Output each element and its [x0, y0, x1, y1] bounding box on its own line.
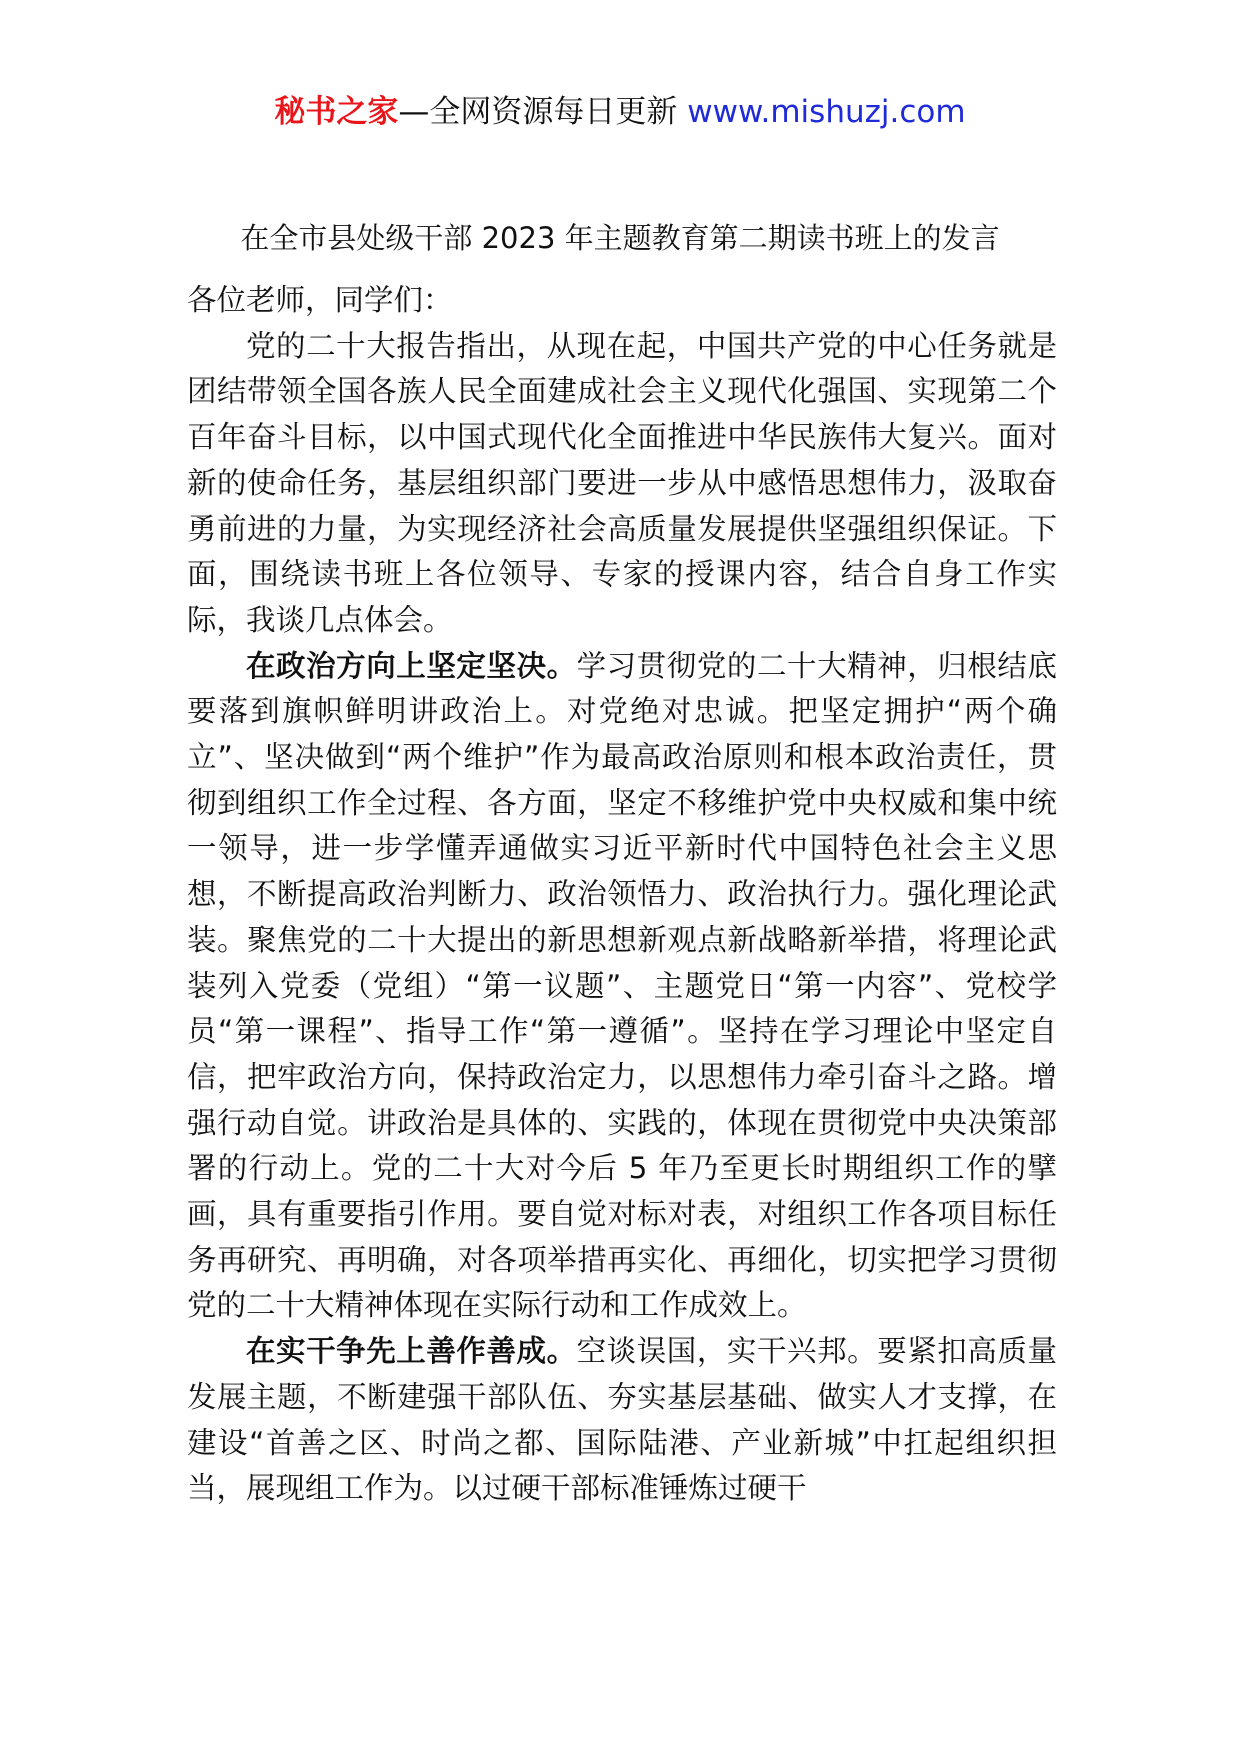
- site-brand: 秘书之家: [274, 94, 399, 130]
- site-tagline: —全网资源每日更新: [398, 94, 688, 130]
- site-header: [0, 92, 1240, 132]
- section-paragraph-political-direction: [187, 644, 1057, 1330]
- document-title: 在全市县处级干部 2023 年主题教育第二期读书班上的发言: [240, 221, 1000, 255]
- document-body: [187, 278, 1057, 1512]
- section-text-political-direction: 学习贯彻党的二十大精神，归根结底要落到旗帜鲜明讲政治上。对党绝对忠诚。把坚定拥护“两个确立”、坚决做到“两个维护”作为最高政治原则和根本政治责任，贯彻到组织工作全过程、各方面，坚定不移维护党中央权威和集中统一领导，进一步学懂弄通做实习近平新时代中国特色社会主义思想，不断提高政治判断力、政治领悟力、政治执行力。强化理论武装。聚焦党的二十大提出的新思想新观点新战略新举措，将理论武装列入党委（党组）“第一议题”、主题党日“第一内容”、党校学员“第一课程”、指导工作“第一遵循”。坚持在学习理论中坚定自信，把牢政治方向，保持政治定力，以思想伟力牵引奋斗之路。增强行动自觉。讲政治是具体的、实践的，体现在贯彻党中央决策部署的行动上。党的二十大对今后 5 年乃至更长时期组织工作的擘画，具有重要指引作用。要自觉对标对表，对组织工作各项目标任务再研究、再明确，对各项举措再实化、再细化，切实把学习贯彻党的二十大精神体现在实际行动和工作成效上。: [187, 648, 1057, 1323]
- section-heading-hard-work: 在实干争先上善作善成。: [246, 1334, 577, 1369]
- site-url-link[interactable]: www.mishuzj.com: [687, 94, 966, 130]
- section-text-hard-work: 空谈误国，实干兴邦。要紧扣高质量发展主题，不断建强干部队伍、夯实基层基础、做实人才支撑，在建设“首善之区、时尚之都、国际陆港、产业新城”中扛起组织担当，展现组工作为。以过硬干部标准锤炼过硬干: [187, 1334, 1057, 1506]
- salutation: 各位老师，同学们：: [187, 283, 453, 317]
- section-paragraph-hard-work: [187, 1329, 1057, 1512]
- intro-paragraph: 党的二十大报告指出，从现在起，中国共产党的中心任务就是团结带领全国各族人民全面建成社会主义现代化强国、实现第二个百年奋斗目标，以中国式现代化全面推进中华民族伟大复兴。面对新的使命任务，基层组织部门要进一步从中感悟思想伟力，汲取奋勇前进的力量，为实现经济社会高质量发展提供坚强组织保证。下面，围绕读书班上各位领导、专家的授课内容，结合自身工作实际，我谈几点体会。: [187, 328, 1057, 637]
- section-heading-political-direction: 在政治方向上坚定坚决。: [246, 648, 577, 683]
